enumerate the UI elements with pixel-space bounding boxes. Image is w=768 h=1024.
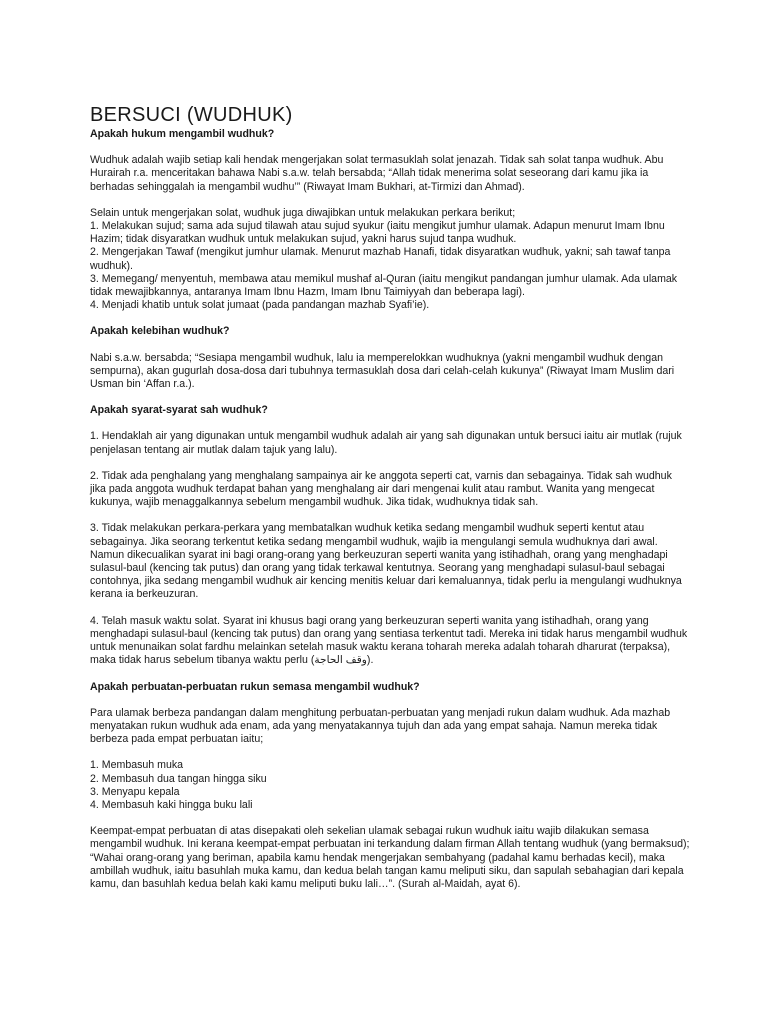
list-item: 4. Menjadi khatib untuk solat jumaat (pada pandangan mazhab Syafi’ie). [90, 299, 430, 312]
question-heading: Apakah syarat-syarat sah wudhuk? [90, 404, 268, 417]
condition-item: 3. Tidak melakukan perkara-perkara yang membatalkan wudhuk ketika sedang mengambil wudhuk seperti kentut atau sebagainya. Jika seorang terkentut ketika sedang mengambil wudhuk, wajib ia mengulangi semula wudhuknya dari awal. Namun dikecualikan syarat ini bagi orang-orang yang berkeuzuran seperti wanita yang istihadhah, orang yang menghadapi sulasul-baul (kencing tak putus) dan orang yang tidak terkawal kentutnya. Seorang yang menghadapi sulasul-baul sebagai contohnya, jika sedang mengambil wudhuk air kencing menitis keluar dari kemaluannya, tidak perlu ia mengulangi wudhuknya kerana ia berkeuzuran. [90, 522, 682, 601]
condition-item: 1. Hendaklah air yang digunakan untuk mengambil wudhuk adalah air yang sah digunakan untuk bersuci iaitu air mutlak (rujuk penjelasan tentang air mutlak dalam tajuk yang lalu). [90, 430, 682, 456]
question-heading: Apakah hukum mengambil wudhuk? [90, 128, 275, 140]
question-heading: Apakah perbuatan-perbuatan rukun semasa mengambil wudhuk? [90, 680, 420, 693]
document-page [90, 104, 690, 891]
list-item: 2. Mengerjakan Tawaf (mengikut jumhur ulamak. Menurut mazhab Hanafi, tidak disyaratkan wudhuk, yakni; sah tawaf tanpa wudhuk). [90, 246, 671, 272]
question-heading: Apakah kelebihan wudhuk? [90, 325, 230, 338]
paragraph: Nabi s.a.w. bersabda; “Sesiapa mengambil wudhuk, lalu ia memperelokkan wudhuknya (yakni mengambil wudhuk dengan sempurna), akan gugurlah dosa-dosa dari tubuhnya termasuklah dosa dari celah-celah kukunya” (Riwayat Imam Muslim dari Usman bin ‘Affan r.a.). [90, 351, 675, 391]
list-item: 1. Melakukan sujud; sama ada sujud tilawah atau sujud syukur (iaitu mengikut jumhur ulamak. Adapun menurut Imam Ibnu Hazim; tidak disyaratkan wudhuk untuk melakukan sujud, yakni harus sujud tanpa wudhuk. [90, 220, 665, 246]
list-item: 3. Menyapu kepala [90, 785, 180, 798]
condition-item: 4. Telah masuk waktu solat. Syarat ini khusus bagi orang yang berkeuzuran seperti wanita yang istihadhah, orang yang menghadapi sulasul-baul (kencing tak putus) dan orang yang sentiasa terkentut tadi. Mereka ini tidak harus mengambil wudhuk untuk menunaikan solat fardhu melainkan setelah masuk waktu kerana toharah mereka adalah toharah dharurat (terpaksa), maka tidak harus sebelum tibanya waktu perlu (وقف الحاجة). [90, 614, 688, 667]
document-title: BERSUCI (WUDHUK) [90, 104, 293, 126]
paragraph: Keempat-empat perbuatan di atas disepakati oleh sekelian ulamak sebagai rukun wudhuk iaitu wajib dilakukan semasa mengambil wudhuk. Ini kerana keempat-empat perbuatan ini terkandung dalam firman Allah tentang wudhuk (yang bermaksud); “Wahai orang-orang yang beriman, apabila kamu hendak mengerjakan sembahyang (padahal kamu berhadas kecil), maka ambillah wudhuk, iaitu basuhlah muka kamu, dan kedua belah tangan kamu meliputi siku, dan sapulah sebahagian dari kepala kamu, dan basuhlah kedua belah kaki kamu meliputi buku lali…”. (Surah al-Maidah, ayat 6). [90, 825, 690, 890]
paragraph: Selain untuk mengerjakan solat, wudhuk juga diwajibkan untuk melakukan perkara berikut; [90, 206, 516, 219]
list-item: 3. Memegang/ menyentuh, membawa atau memikul mushaf al-Quran (iaitu mengikut pandangan jumhur ulamak. Ada ulamak tidak mewajibkannya, antaranya Imam Ibnu Hazm, Imam Ibnu Taimiyyah dan beberapa lagi). [90, 272, 678, 299]
paragraph: Para ulamak berbeza pandangan dalam menghitung perbuatan-perbuatan yang menjadi rukun dalam wudhuk. Ada mazhab menyatakan rukun wudhuk ada enam, ada yang menyatakannya tujuh dan ada yang empat sahaja. Namun mereka tidak berbeza pada empat perbuatan iaitu; [90, 706, 671, 746]
list-item: 2. Membasuh dua tangan hingga siku [90, 772, 267, 785]
paragraph: Wudhuk adalah wajib setiap kali hendak mengerjakan solat termasuklah solat jenazah. Tidak sah solat tanpa wudhuk. Abu Hurairah r.a. menceritakan bahawa Nabi s.a.w. telah bersabda; “Allah tidak menerima solat seseorang dari kamu jika ia berhadas sehinggalah ia mengambil wudhu’” (Riwayat Imam Bukhari, at-Tirmizi dan Ahmad). [90, 154, 664, 193]
condition-item: 2. Tidak ada penghalang yang menghalang sampainya air ke anggota seperti cat, varnis dan sebagainya. Tidak sah wudhuk jika pada anggota wudhuk terdapat bahan yang menghalang air dari mengenai kulit atau rambut. Wanita yang mengecat kukunya, wajib menaggalkannya sebelum mengambil wudhuk. Jika tidak, wudhuknya tidak sah. [90, 469, 672, 509]
list-item: 4. Membasuh kaki hingga buku lali [90, 798, 253, 811]
list-item: 1. Membasuh muka [90, 759, 184, 772]
